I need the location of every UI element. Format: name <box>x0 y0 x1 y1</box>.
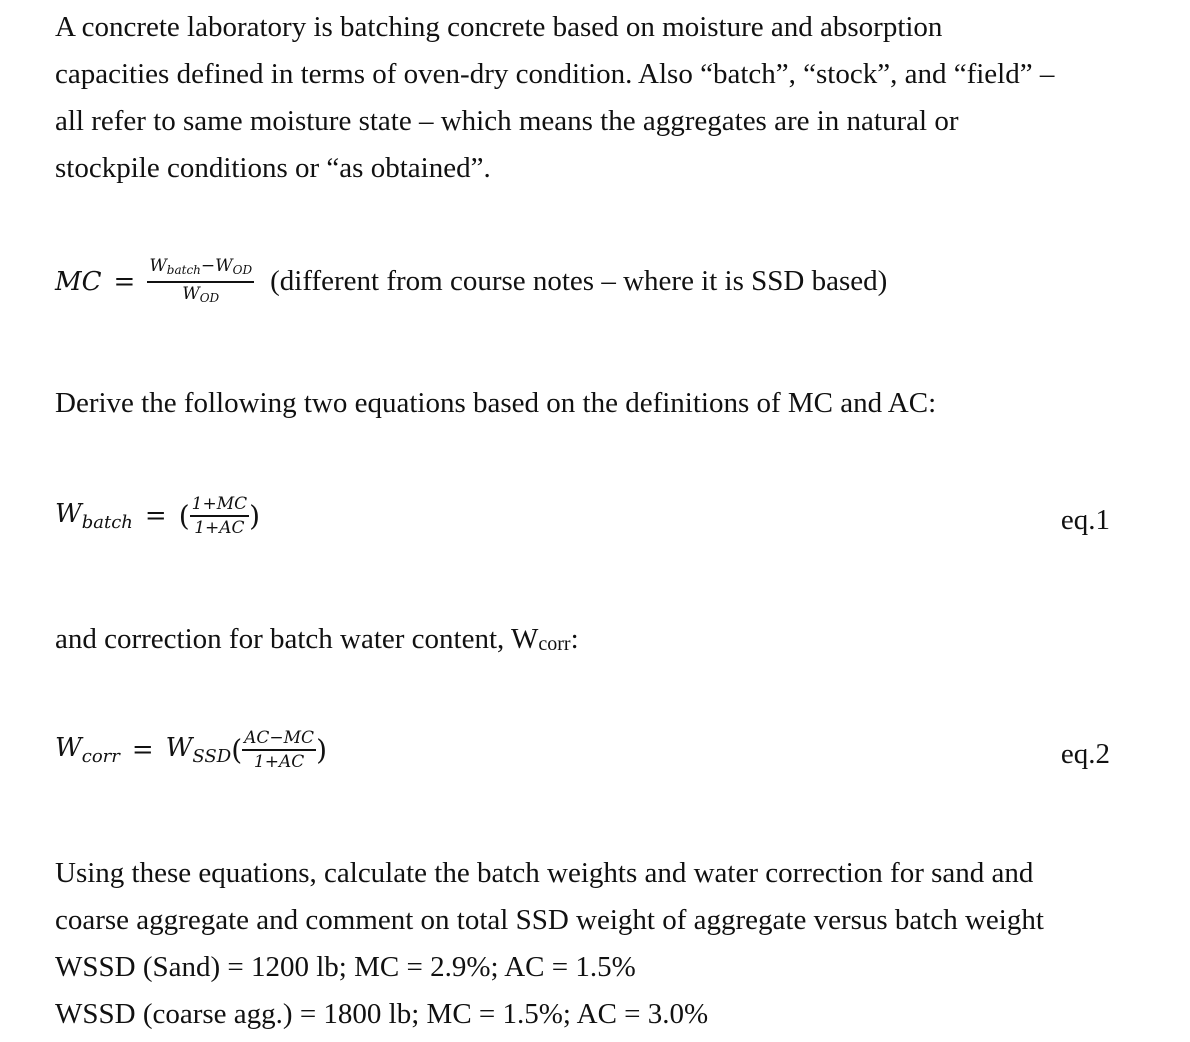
task-line: WSSD (Sand) = 1200 lb; MC = 2.9%; AC = 1.5% <box>55 951 636 983</box>
derive-paragraph <box>55 380 1145 427</box>
eq2-wssd: $W_{SSD}$ <box>165 732 232 767</box>
correction-paragraph <box>55 616 1145 668</box>
eq2-open-paren: ( <box>231 733 243 767</box>
eq1-close-paren: ) <box>249 499 261 533</box>
eq1-fraction <box>190 494 249 538</box>
mc-definition-equation <box>55 256 887 308</box>
eq1-numerator: 1+MC <box>191 494 248 514</box>
task-line: Using these equations, calculate the batch weights and water correction for sand and <box>55 857 1034 889</box>
eq2-numerator: AC−MC <box>244 728 315 748</box>
mc-equals: = <box>113 266 136 297</box>
eq1-equals: = <box>144 500 167 531</box>
eq1-label: eq.1 <box>1060 504 1110 536</box>
intro-line: stockpile conditions or “as obtained”. <box>55 152 491 184</box>
eq2-label: eq.2 <box>1060 738 1110 770</box>
intro-line: all refer to same moisture state – which means the aggregates are in natural or <box>55 105 959 137</box>
eq2-fraction <box>242 728 316 772</box>
correction-text: and correction for batch water content, Wcorr: <box>55 623 579 655</box>
eq1-open-paren: ( <box>178 499 190 533</box>
task-line: WSSD (coarse agg.) = 1800 lb; MC = 1.5%; AC = 3.0% <box>55 998 709 1030</box>
intro-line: capacities defined in terms of oven-dry condition. Also “batch”, “stock”, and “field” – <box>55 58 1055 90</box>
intro-line: A concrete laboratory is batching concrete based on moisture and absorption <box>55 11 943 43</box>
task-line: coarse aggregate and comment on total SSD weight of aggregate versus batch weight <box>55 904 1044 936</box>
eq2-denominator: 1+AC <box>253 751 305 772</box>
mc-lhs: MC <box>55 266 102 297</box>
fraction-bar <box>147 281 254 283</box>
equation-1 <box>55 494 260 538</box>
task-paragraph <box>55 850 1145 1038</box>
mc-fraction <box>147 256 254 308</box>
fraction-bar <box>190 515 249 517</box>
eq1-lhs: $W_{batch}$ <box>55 498 133 533</box>
derive-text: Derive the following two equations based on the definitions of MC and AC: <box>55 387 937 419</box>
equation-2 <box>55 728 327 772</box>
eq2-lhs: $W_{corr}$ <box>55 732 120 767</box>
mc-note: (different from course notes – where it is SSD based) <box>270 265 888 298</box>
eq1-denominator: 1+AC <box>194 517 245 538</box>
mc-numerator: Wbatch−WOD <box>149 256 253 277</box>
fraction-bar <box>242 749 316 751</box>
eq2-equals: = <box>131 734 154 765</box>
mc-denominator: WOD <box>182 283 220 305</box>
eq2-close-paren: ) <box>316 733 328 767</box>
intro-paragraph <box>55 4 1145 192</box>
